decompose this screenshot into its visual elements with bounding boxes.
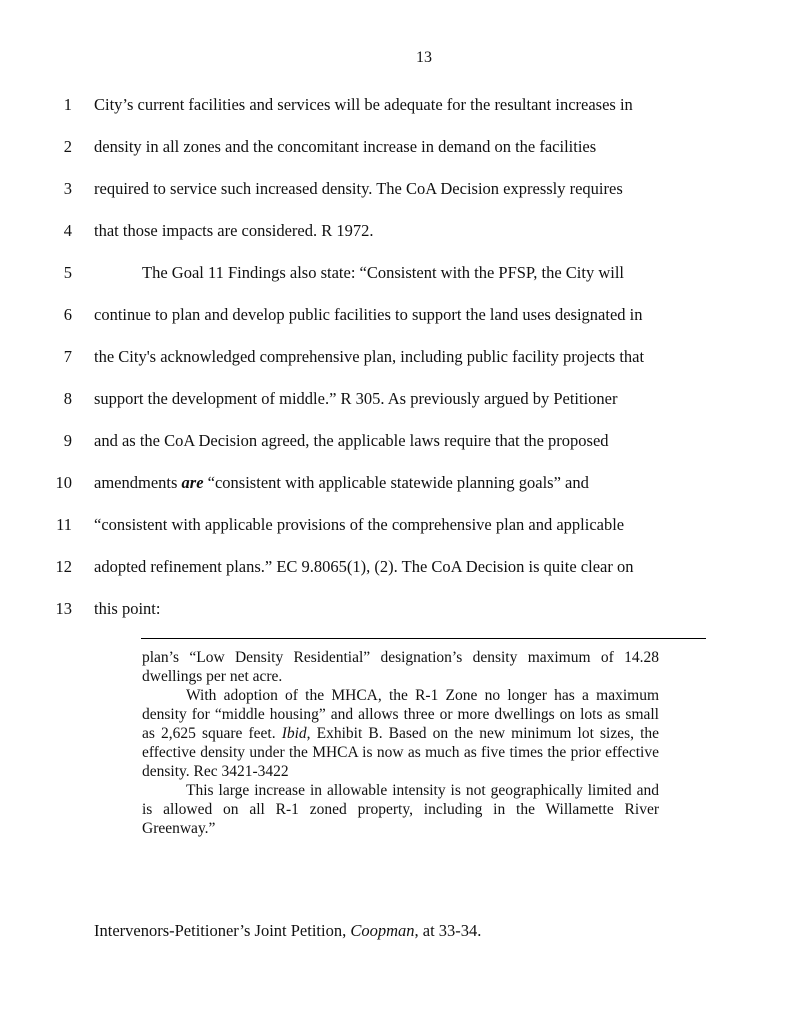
quote-text: With adoption of the MHCA, the R-1 Zone no longer has a maximum density for “middle housing” and allows three or more dwellings on lots as small as 2,625 square feet. [142,687,659,742]
text-line [0,387,800,411]
quote-paragraph: plan’s “Low Density Residential” designation’s density maximum of 14.28 dwellings per net acre. [142,649,659,685]
line-number: 5 [63,263,72,282]
text-line [0,93,800,117]
line-text: this point: [94,599,161,618]
line-number: 13 [55,599,72,618]
line-number: 6 [63,305,72,324]
text-line [0,303,800,327]
line-text: support the development of middle.” R 305. As previously argued by Petitioner [94,389,618,408]
ibid-text: Ibid [281,725,307,742]
line-number: 8 [63,389,72,408]
citation-text: , at 33-34. [414,921,482,940]
line-number: 11 [56,515,72,534]
line-text: continue to plan and develop public facilities to support the land uses designated in [94,305,643,324]
quote-paragraph [142,686,659,781]
citation [94,919,481,943]
line-text: the City's acknowledged comprehensive plan, including public facility projects that [94,347,645,366]
footnote-divider [141,638,706,639]
line-text: adopted refinement plans.” EC 9.8065(1), (2). The CoA Decision is quite clear on [94,557,634,576]
line-text: “consistent with applicable provisions of the comprehensive plan and applicable [94,515,625,534]
line-number: 10 [55,473,72,492]
line-text: City’s current facilities and services will be adequate for the resultant increases in [94,95,633,114]
text-line [0,471,800,495]
case-name: Coopman [350,921,415,940]
line-number: 9 [63,431,72,450]
block-quote [142,648,659,838]
text-line [0,261,800,285]
text-line [0,135,800,159]
line-number: 1 [63,95,72,114]
quote-paragraph: This large increase in allowable intensity is not geographically limited and is allowed on all R-1 zoned property, including in the Willamette River Greenway.” [142,782,659,837]
emphasis-text: are [181,473,204,492]
line-number: 12 [55,557,72,576]
text-line [0,513,800,537]
line-text: required to service such increased density. The CoA Decision expressly requires [94,179,623,198]
text-line [0,429,800,453]
line-number: 4 [63,221,72,240]
line-text: that those impacts are considered. R 1972. [94,221,374,240]
text-line [0,345,800,369]
line-number: 7 [63,347,72,366]
line-text: and as the CoA Decision agreed, the applicable laws require that the proposed [94,431,609,450]
quote-text: , Exhibit B. Based on the new minimum lot sizes, the effective density under the MHCA is now as much as five times the prior effective density. Rec 3421-3422 [142,725,660,780]
line-text-part: amendments [94,473,182,492]
line-text: density in all zones and the concomitant increase in demand on the facilities [94,137,597,156]
text-line [0,219,800,243]
line-number: 2 [63,137,72,156]
citation-text: Intervenors-Petitioner’s Joint Petition, [94,921,351,940]
text-line [0,555,800,579]
text-line [0,597,800,621]
line-text-part: “consistent with applicable statewide planning goals” and [203,473,589,492]
line-text: The Goal 11 Findings also state: “Consistent with the PFSP, the City will [142,263,625,282]
text-line [0,177,800,201]
page-number: 13 [416,49,432,66]
line-text [94,471,589,495]
line-number: 3 [63,179,72,198]
